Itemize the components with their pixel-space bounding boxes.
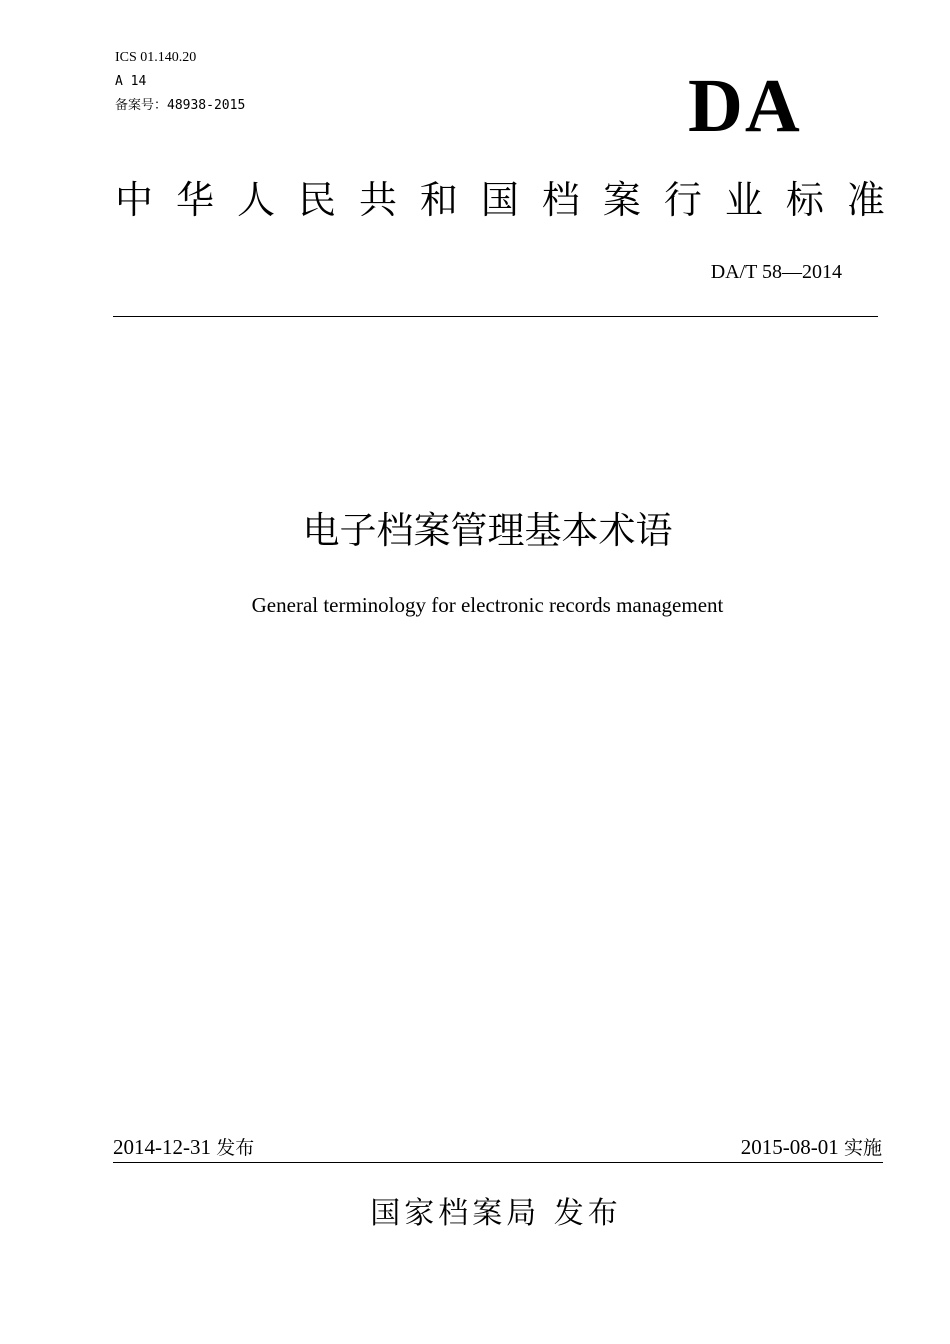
issue-date: 2014-12-31 — [113, 1135, 211, 1159]
classification-code: A 14 — [115, 74, 147, 89]
title-char: 共 — [358, 178, 397, 222]
title-char: 标 — [785, 178, 824, 222]
issue-label: 发布 — [216, 1137, 255, 1159]
document-title-english: General terminology for electronic records management — [251, 593, 724, 617]
issue-date-line — [113, 1134, 254, 1161]
bottom-divider — [113, 1162, 883, 1163]
standard-number: DA/T 58—2014 — [710, 261, 842, 283]
top-divider — [113, 316, 878, 317]
title-char: 业 — [724, 178, 763, 222]
title-char: 行 — [663, 178, 702, 222]
title-char: 案 — [602, 178, 641, 222]
effective-date: 2015-08-01 — [740, 1135, 839, 1159]
da-logo: DA — [688, 64, 802, 148]
publisher: 国家档案局 发布 — [370, 1196, 622, 1231]
registration-number: 备案号：48938-2015 — [115, 98, 246, 113]
document-title-chinese: 电子档案管理基本术语 — [302, 509, 673, 552]
title-char: 民 — [297, 178, 336, 222]
effective-label: 实施 — [843, 1137, 882, 1159]
title-char: 人 — [236, 178, 275, 222]
title-char: 中 — [115, 178, 154, 222]
title-char: 准 — [846, 178, 885, 222]
ics-code: ICS 01.140.20 — [115, 50, 197, 65]
effective-date-line — [741, 1134, 882, 1161]
title-char: 国 — [480, 178, 519, 222]
title-char: 和 — [419, 178, 458, 222]
standard-category-title — [115, 176, 885, 224]
title-char: 华 — [175, 178, 214, 222]
title-char: 档 — [541, 178, 580, 222]
